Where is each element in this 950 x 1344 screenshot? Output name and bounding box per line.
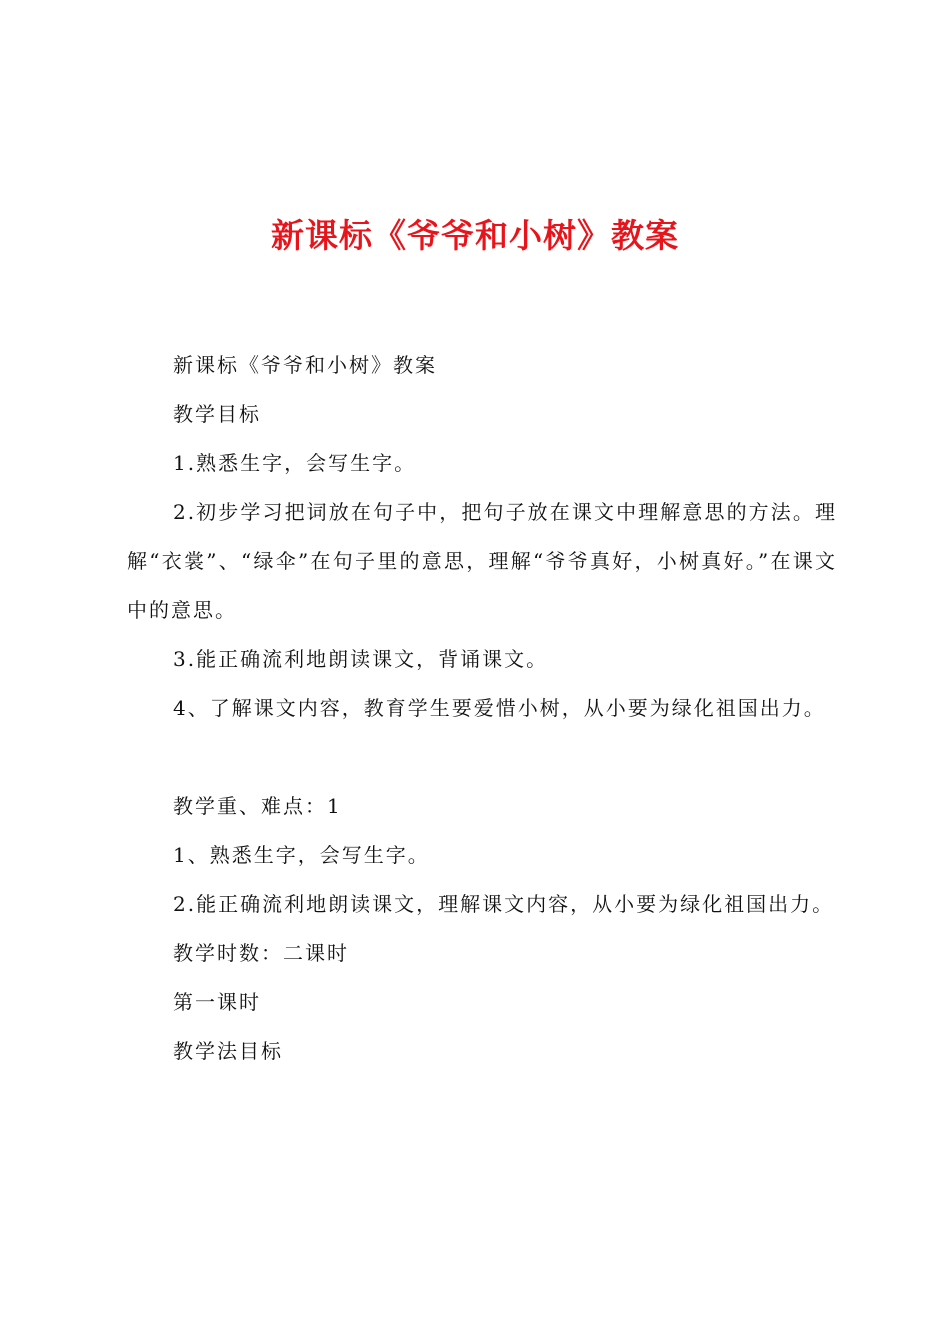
paragraph-goal-1: 1.熟悉生字，会写生字。 bbox=[173, 451, 417, 475]
paragraph-spacer bbox=[127, 733, 837, 782]
document-title: 新课标《爷爷和小树》教案 bbox=[271, 216, 679, 255]
paragraph-first-lesson: 第一课时 bbox=[173, 990, 261, 1014]
paragraph-key-point-1: 1、熟悉生字，会写生字。 bbox=[173, 843, 430, 867]
paragraph-heading: 新课标《爷爷和小树》教案 bbox=[173, 353, 437, 377]
paragraph-lesson-count: 教学时数：二课时 bbox=[173, 941, 349, 965]
paragraph-key-points: 教学重、难点：1 bbox=[173, 794, 342, 818]
paragraph-key-point-2: 2.能正确流利地朗读课文，理解课文内容，从小要为绿化祖国出力。 bbox=[173, 892, 835, 916]
paragraph-goal-2: 2.初步学习把词放在句子中，把句子放在课文中理解意思的方法。理解“衣裳”、“绿伞”在句子里的意思，理解“爷爷真好，小树真好。”在课文中的意思。 bbox=[127, 500, 837, 622]
paragraph-method-goals: 教学法目标 bbox=[173, 1039, 283, 1063]
paragraph-goal-4: 4、了解课文内容，教育学生要爱惜小树，从小要为绿化祖国出力。 bbox=[173, 696, 826, 720]
paragraph-teaching-goals: 教学目标 bbox=[173, 402, 261, 426]
document-body bbox=[127, 341, 837, 1076]
paragraph-goal-3: 3.能正确流利地朗读课文，背诵课文。 bbox=[173, 647, 549, 671]
